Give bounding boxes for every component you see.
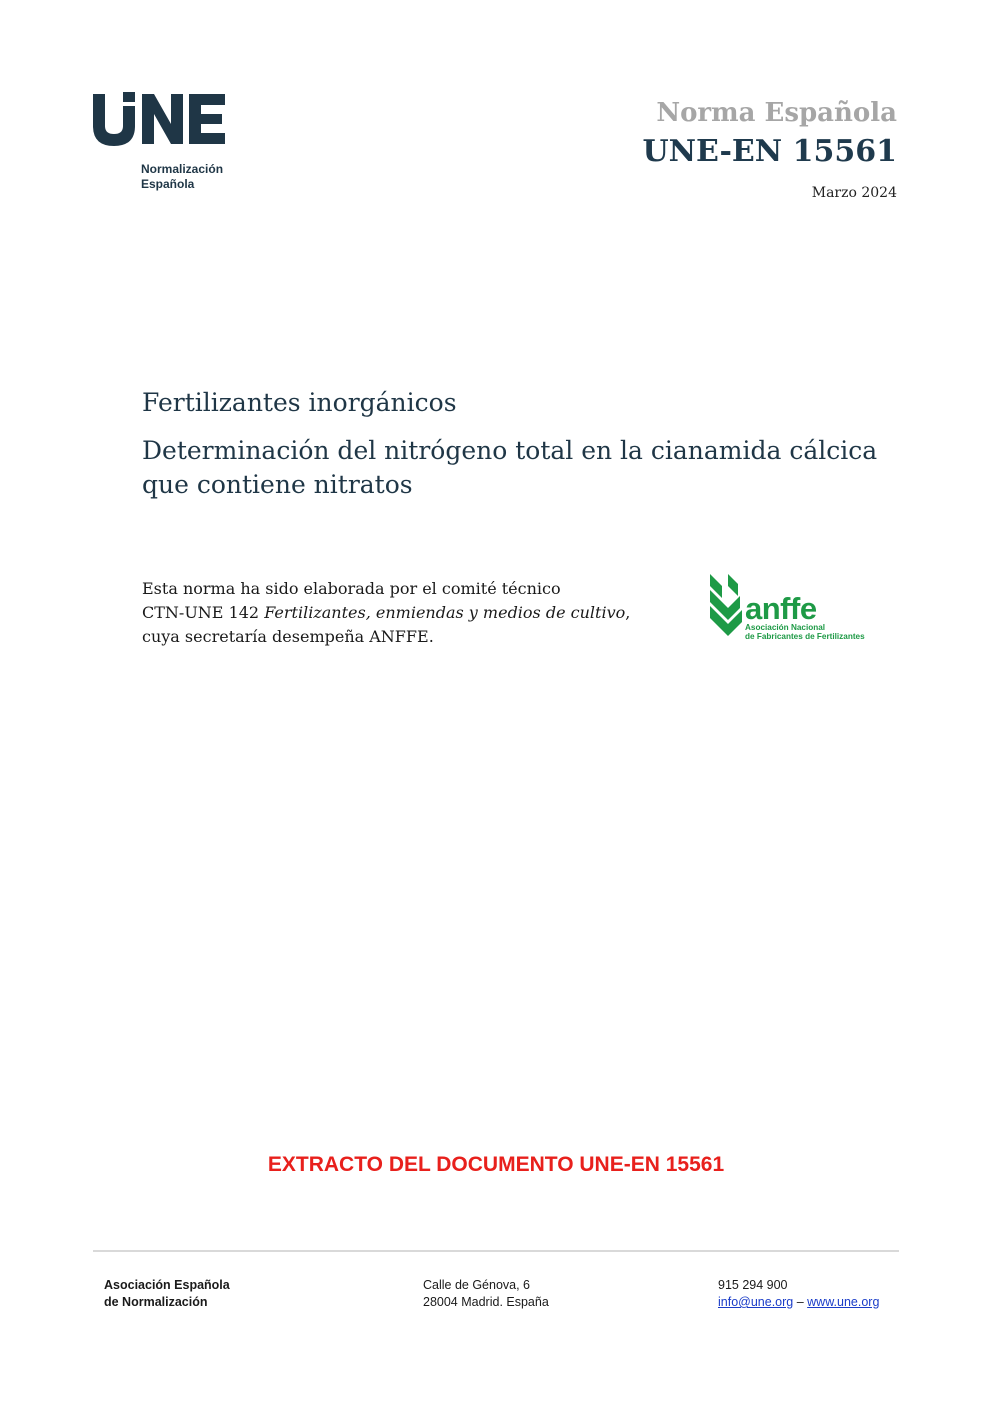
footer-web-link[interactable]: www.une.org xyxy=(807,1295,880,1309)
title-sub xyxy=(142,434,902,502)
document-title xyxy=(142,387,902,502)
extract-banner: EXTRACTO DEL DOCUMENTO UNE-EN 15561 xyxy=(267,1153,725,1176)
une-logo-subtitle xyxy=(141,162,223,192)
footer-addr-line1: Calle de Génova, 6 xyxy=(423,1278,531,1292)
anffe-caption-line2: de Fabricantes de Fertilizantes xyxy=(745,632,865,641)
footer-addr-line2: 28004 Madrid. España xyxy=(423,1295,549,1309)
footer-org-line1: Asociación Española xyxy=(104,1278,230,1292)
committee-text xyxy=(142,577,662,649)
footer-organization xyxy=(104,1277,230,1311)
committee-code: CTN-UNE 142 xyxy=(142,603,265,622)
title-main: Fertilizantes inorgánicos xyxy=(142,388,457,417)
une-sub-line2: Española xyxy=(141,177,195,191)
anffe-caption xyxy=(745,623,865,641)
footer-phone: 915 294 900 xyxy=(718,1278,788,1292)
committee-line1: Esta norma ha sido elaborada por el comité técnico xyxy=(142,579,561,598)
anffe-word: anffe xyxy=(745,591,817,626)
committee-line2 xyxy=(142,601,662,625)
footer-separator: – xyxy=(793,1295,808,1309)
committee-name: Fertilizantes, enmiendas y medios de cultivo xyxy=(264,603,626,622)
footer-contact xyxy=(718,1277,879,1311)
norma-date: Marzo 2024 xyxy=(811,185,897,201)
footer-divider xyxy=(93,1250,899,1252)
une-sub-line1: Normalización xyxy=(141,162,224,176)
anffe-logo-text xyxy=(745,593,865,641)
committee-line2-end: , xyxy=(625,603,631,622)
footer-links xyxy=(718,1294,879,1311)
footer-org-line2: de Normalización xyxy=(104,1295,208,1309)
une-logo-mark xyxy=(93,90,233,150)
footer-email-link[interactable]: info@une.org xyxy=(718,1295,794,1309)
title-sub-line1: Determinación del nitrógeno total en la cianamida cálcica xyxy=(142,436,878,465)
norma-header xyxy=(642,98,897,202)
norma-kind: Norma Española xyxy=(656,98,897,128)
title-sub-line2: que contiene nitratos xyxy=(142,470,413,499)
committee-line3: cuya secretaría desempeña ANFFE. xyxy=(142,627,434,646)
footer-address xyxy=(423,1277,549,1311)
norma-code: UNE-EN 15561 xyxy=(642,134,897,169)
anffe-caption-line1: Asociación Nacional xyxy=(745,623,826,632)
